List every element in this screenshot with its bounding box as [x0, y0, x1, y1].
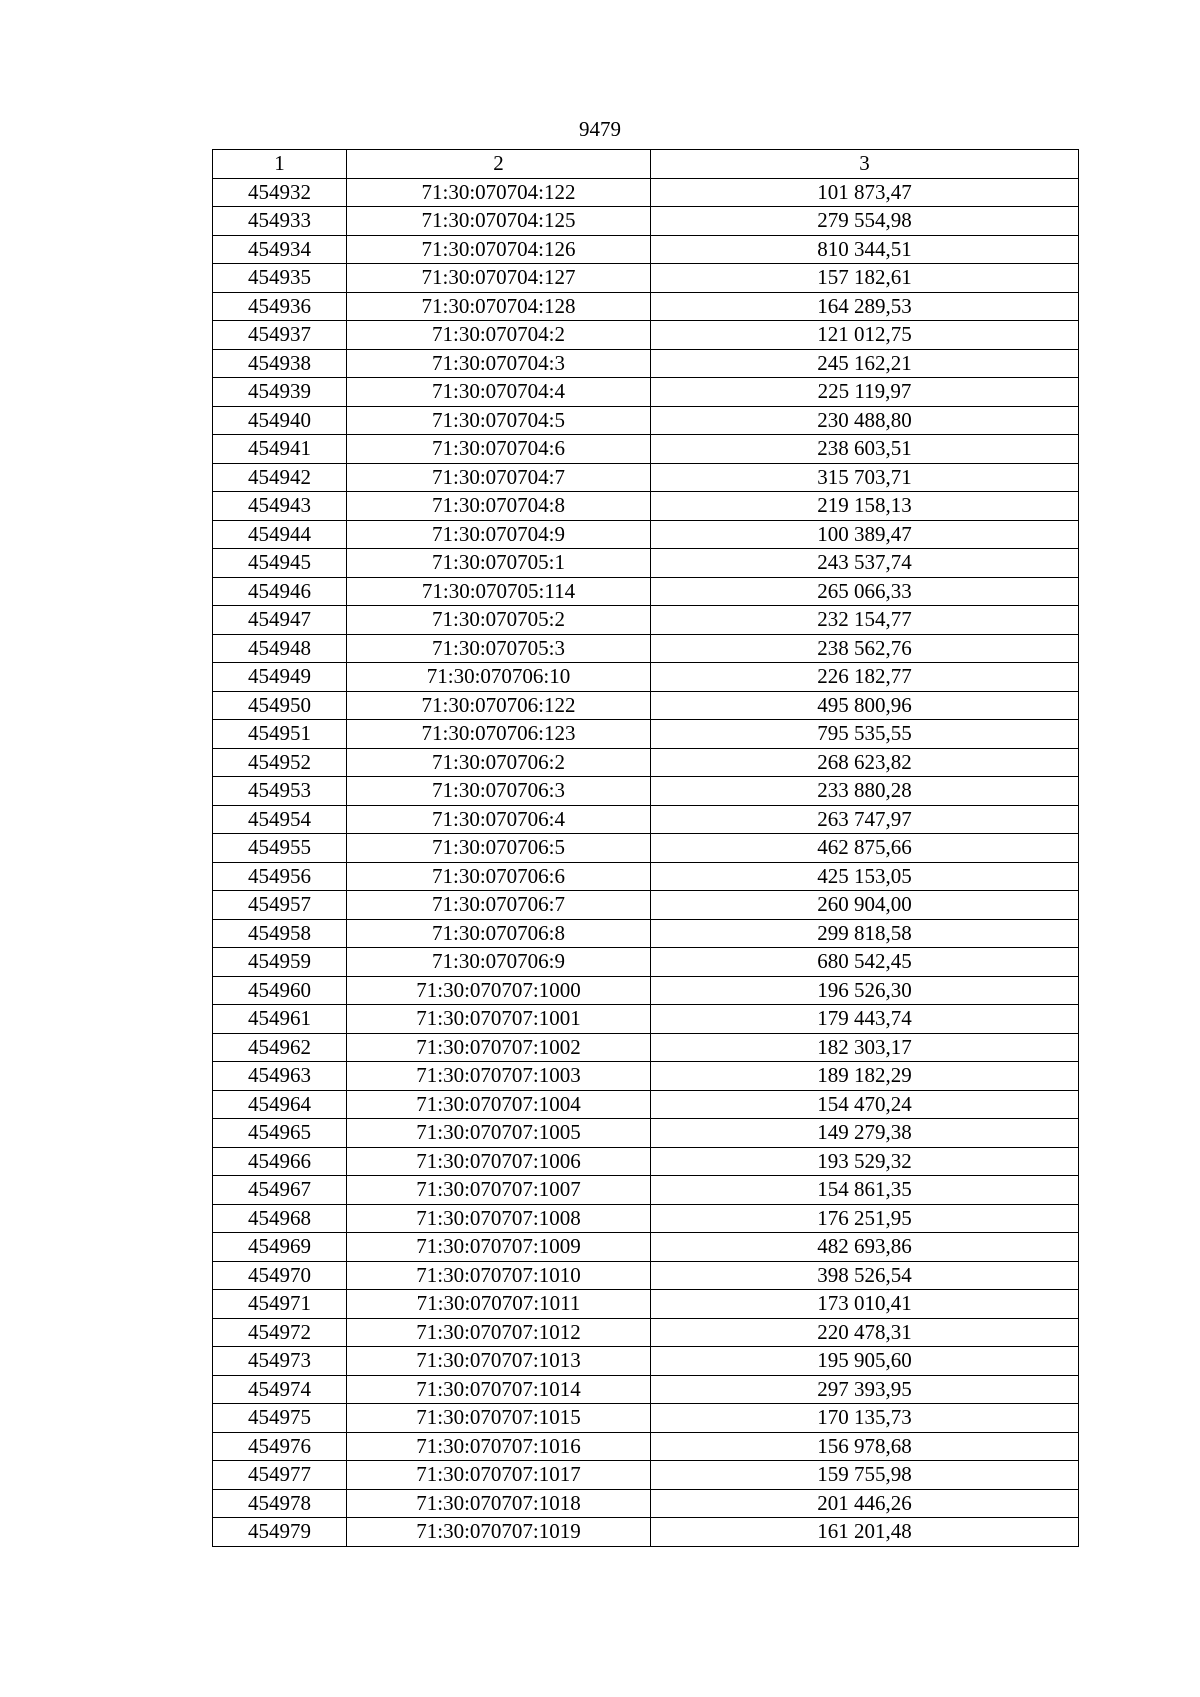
row-number-cell: 454936 — [213, 292, 347, 321]
cadastral-number-cell: 71:30:070707:1008 — [347, 1204, 651, 1233]
table-row — [213, 1090, 1079, 1119]
cadastral-number-cell: 71:30:070706:8 — [347, 919, 651, 948]
data-table — [212, 149, 1079, 1547]
table-row — [213, 1233, 1079, 1262]
value-cell: 462 875,66 — [651, 834, 1079, 863]
cadastral-number-cell: 71:30:070704:126 — [347, 235, 651, 264]
table-row — [213, 178, 1079, 207]
table-row — [213, 976, 1079, 1005]
value-cell: 810 344,51 — [651, 235, 1079, 264]
row-number-cell: 454950 — [213, 691, 347, 720]
row-number-cell: 454961 — [213, 1005, 347, 1034]
value-cell: 149 279,38 — [651, 1119, 1079, 1148]
row-number-cell: 454945 — [213, 549, 347, 578]
row-number-cell: 454933 — [213, 207, 347, 236]
column-header-2: 2 — [347, 150, 651, 179]
table-row — [213, 292, 1079, 321]
value-cell: 226 182,77 — [651, 663, 1079, 692]
table-row — [213, 492, 1079, 521]
cadastral-number-cell: 71:30:070706:2 — [347, 748, 651, 777]
table-row — [213, 520, 1079, 549]
cadastral-number-cell: 71:30:070704:125 — [347, 207, 651, 236]
value-cell: 225 119,97 — [651, 378, 1079, 407]
value-cell: 398 526,54 — [651, 1261, 1079, 1290]
table-row — [213, 1005, 1079, 1034]
value-cell: 680 542,45 — [651, 948, 1079, 977]
cadastral-number-cell: 71:30:070704:127 — [347, 264, 651, 293]
value-cell: 189 182,29 — [651, 1062, 1079, 1091]
value-cell: 297 393,95 — [651, 1375, 1079, 1404]
value-cell: 179 443,74 — [651, 1005, 1079, 1034]
table-row — [213, 406, 1079, 435]
table-row — [213, 834, 1079, 863]
value-cell: 232 154,77 — [651, 606, 1079, 635]
row-number-cell: 454974 — [213, 1375, 347, 1404]
cadastral-number-cell: 71:30:070707:1002 — [347, 1033, 651, 1062]
table-row — [213, 634, 1079, 663]
row-number-cell: 454971 — [213, 1290, 347, 1319]
cadastral-number-cell: 71:30:070707:1014 — [347, 1375, 651, 1404]
cadastral-number-cell: 71:30:070707:1010 — [347, 1261, 651, 1290]
row-number-cell: 454964 — [213, 1090, 347, 1119]
table-row — [213, 891, 1079, 920]
row-number-cell: 454954 — [213, 805, 347, 834]
cadastral-number-cell: 71:30:070706:122 — [347, 691, 651, 720]
cadastral-number-cell: 71:30:070707:1004 — [347, 1090, 651, 1119]
table-row — [213, 1119, 1079, 1148]
row-number-cell: 454956 — [213, 862, 347, 891]
column-header-1: 1 — [213, 150, 347, 179]
cadastral-number-cell: 71:30:070707:1011 — [347, 1290, 651, 1319]
row-number-cell: 454955 — [213, 834, 347, 863]
row-number-cell: 454960 — [213, 976, 347, 1005]
table-row — [213, 663, 1079, 692]
value-cell: 182 303,17 — [651, 1033, 1079, 1062]
value-cell: 176 251,95 — [651, 1204, 1079, 1233]
value-cell: 156 978,68 — [651, 1432, 1079, 1461]
cadastral-number-cell: 71:30:070705:1 — [347, 549, 651, 578]
cadastral-number-cell: 71:30:070706:123 — [347, 720, 651, 749]
value-cell: 230 488,80 — [651, 406, 1079, 435]
cadastral-number-cell: 71:30:070707:1006 — [347, 1147, 651, 1176]
table-row — [213, 1489, 1079, 1518]
page-number: 9479 — [579, 117, 621, 141]
cadastral-number-cell: 71:30:070704:4 — [347, 378, 651, 407]
table-row — [213, 1318, 1079, 1347]
table-row — [213, 577, 1079, 606]
cadastral-number-cell: 71:30:070706:7 — [347, 891, 651, 920]
row-number-cell: 454966 — [213, 1147, 347, 1176]
row-number-cell: 454972 — [213, 1318, 347, 1347]
cadastral-number-cell: 71:30:070706:5 — [347, 834, 651, 863]
cadastral-number-cell: 71:30:070706:9 — [347, 948, 651, 977]
row-number-cell: 454935 — [213, 264, 347, 293]
value-cell: 170 135,73 — [651, 1404, 1079, 1433]
row-number-cell: 454949 — [213, 663, 347, 692]
row-number-cell: 454970 — [213, 1261, 347, 1290]
header-row — [213, 150, 1079, 179]
value-cell: 159 755,98 — [651, 1461, 1079, 1490]
value-cell: 164 289,53 — [651, 292, 1079, 321]
table-row — [213, 1347, 1079, 1376]
table-row — [213, 378, 1079, 407]
value-cell: 201 446,26 — [651, 1489, 1079, 1518]
cadastral-number-cell: 71:30:070707:1001 — [347, 1005, 651, 1034]
cadastral-number-cell: 71:30:070706:4 — [347, 805, 651, 834]
row-number-cell: 454978 — [213, 1489, 347, 1518]
cadastral-number-cell: 71:30:070704:9 — [347, 520, 651, 549]
row-number-cell: 454942 — [213, 463, 347, 492]
row-number-cell: 454957 — [213, 891, 347, 920]
table-row — [213, 1062, 1079, 1091]
value-cell: 238 562,76 — [651, 634, 1079, 663]
table-row — [213, 948, 1079, 977]
value-cell: 161 201,48 — [651, 1518, 1079, 1547]
value-cell: 154 861,35 — [651, 1176, 1079, 1205]
cadastral-number-cell: 71:30:070707:1019 — [347, 1518, 651, 1547]
row-number-cell: 454953 — [213, 777, 347, 806]
column-header-3: 3 — [651, 150, 1079, 179]
row-number-cell: 454969 — [213, 1233, 347, 1262]
row-number-cell: 454973 — [213, 1347, 347, 1376]
row-number-cell: 454976 — [213, 1432, 347, 1461]
value-cell: 425 153,05 — [651, 862, 1079, 891]
cadastral-number-cell: 71:30:070706:3 — [347, 777, 651, 806]
row-number-cell: 454940 — [213, 406, 347, 435]
value-cell: 219 158,13 — [651, 492, 1079, 521]
value-cell: 193 529,32 — [651, 1147, 1079, 1176]
value-cell: 795 535,55 — [651, 720, 1079, 749]
value-cell: 220 478,31 — [651, 1318, 1079, 1347]
row-number-cell: 454979 — [213, 1518, 347, 1547]
value-cell: 260 904,00 — [651, 891, 1079, 920]
cadastral-number-cell: 71:30:070704:7 — [347, 463, 651, 492]
cadastral-number-cell: 71:30:070707:1005 — [347, 1119, 651, 1148]
cadastral-number-cell: 71:30:070707:1013 — [347, 1347, 651, 1376]
table-row — [213, 1461, 1079, 1490]
row-number-cell: 454965 — [213, 1119, 347, 1148]
row-number-cell: 454934 — [213, 235, 347, 264]
row-number-cell: 454959 — [213, 948, 347, 977]
table-row — [213, 1518, 1079, 1547]
row-number-cell: 454943 — [213, 492, 347, 521]
cadastral-number-cell: 71:30:070707:1003 — [347, 1062, 651, 1091]
value-cell: 482 693,86 — [651, 1233, 1079, 1262]
row-number-cell: 454977 — [213, 1461, 347, 1490]
value-cell: 315 703,71 — [651, 463, 1079, 492]
value-cell: 196 526,30 — [651, 976, 1079, 1005]
row-number-cell: 454938 — [213, 349, 347, 378]
row-number-cell: 454958 — [213, 919, 347, 948]
value-cell: 238 603,51 — [651, 435, 1079, 464]
row-number-cell: 454963 — [213, 1062, 347, 1091]
cadastral-number-cell: 71:30:070707:1007 — [347, 1176, 651, 1205]
value-cell: 101 873,47 — [651, 178, 1079, 207]
table-row — [213, 235, 1079, 264]
table-row — [213, 720, 1079, 749]
cadastral-number-cell: 71:30:070705:114 — [347, 577, 651, 606]
table-row — [213, 1432, 1079, 1461]
value-cell: 154 470,24 — [651, 1090, 1079, 1119]
cadastral-number-cell: 71:30:070704:6 — [347, 435, 651, 464]
value-cell: 233 880,28 — [651, 777, 1079, 806]
cadastral-number-cell: 71:30:070707:1015 — [347, 1404, 651, 1433]
row-number-cell: 454975 — [213, 1404, 347, 1433]
table-row — [213, 1176, 1079, 1205]
cadastral-number-cell: 71:30:070707:1018 — [347, 1489, 651, 1518]
row-number-cell: 454947 — [213, 606, 347, 635]
table-row — [213, 1404, 1079, 1433]
value-cell: 495 800,96 — [651, 691, 1079, 720]
cadastral-number-cell: 71:30:070704:3 — [347, 349, 651, 378]
table-row — [213, 777, 1079, 806]
table-row — [213, 1375, 1079, 1404]
table-row — [213, 1204, 1079, 1233]
cadastral-number-cell: 71:30:070704:128 — [347, 292, 651, 321]
row-number-cell: 454946 — [213, 577, 347, 606]
table-row — [213, 549, 1079, 578]
value-cell: 100 389,47 — [651, 520, 1079, 549]
value-cell: 245 162,21 — [651, 349, 1079, 378]
table-body — [213, 178, 1079, 1546]
value-cell: 265 066,33 — [651, 577, 1079, 606]
value-cell: 173 010,41 — [651, 1290, 1079, 1319]
row-number-cell: 454941 — [213, 435, 347, 464]
row-number-cell: 454948 — [213, 634, 347, 663]
cadastral-number-cell: 71:30:070704:5 — [347, 406, 651, 435]
value-cell: 121 012,75 — [651, 321, 1079, 350]
value-cell: 157 182,61 — [651, 264, 1079, 293]
table-row — [213, 1147, 1079, 1176]
row-number-cell: 454968 — [213, 1204, 347, 1233]
value-cell: 279 554,98 — [651, 207, 1079, 236]
cadastral-number-cell: 71:30:070707:1017 — [347, 1461, 651, 1490]
value-cell: 243 537,74 — [651, 549, 1079, 578]
table-row — [213, 606, 1079, 635]
row-number-cell: 454951 — [213, 720, 347, 749]
value-cell: 263 747,97 — [651, 805, 1079, 834]
table-row — [213, 919, 1079, 948]
cadastral-number-cell: 71:30:070707:1000 — [347, 976, 651, 1005]
table-row — [213, 748, 1079, 777]
cadastral-number-cell: 71:30:070707:1009 — [347, 1233, 651, 1262]
table-row — [213, 805, 1079, 834]
table-row — [213, 207, 1079, 236]
cadastral-number-cell: 71:30:070707:1016 — [347, 1432, 651, 1461]
row-number-cell: 454932 — [213, 178, 347, 207]
value-cell: 299 818,58 — [651, 919, 1079, 948]
cadastral-number-cell: 71:30:070704:122 — [347, 178, 651, 207]
table-row — [213, 862, 1079, 891]
table-row — [213, 435, 1079, 464]
table-row — [213, 1033, 1079, 1062]
table-row — [213, 321, 1079, 350]
value-cell: 268 623,82 — [651, 748, 1079, 777]
table-row — [213, 264, 1079, 293]
table-row — [213, 463, 1079, 492]
row-number-cell: 454962 — [213, 1033, 347, 1062]
cadastral-number-cell: 71:30:070705:3 — [347, 634, 651, 663]
cadastral-number-cell: 71:30:070704:8 — [347, 492, 651, 521]
cadastral-number-cell: 71:30:070706:10 — [347, 663, 651, 692]
cadastral-number-cell: 71:30:070707:1012 — [347, 1318, 651, 1347]
row-number-cell: 454944 — [213, 520, 347, 549]
table-row — [213, 349, 1079, 378]
table-row — [213, 1261, 1079, 1290]
row-number-cell: 454952 — [213, 748, 347, 777]
value-cell: 195 905,60 — [651, 1347, 1079, 1376]
table-row — [213, 691, 1079, 720]
cadastral-number-cell: 71:30:070706:6 — [347, 862, 651, 891]
cadastral-number-cell: 71:30:070704:2 — [347, 321, 651, 350]
table-row — [213, 1290, 1079, 1319]
row-number-cell: 454939 — [213, 378, 347, 407]
row-number-cell: 454937 — [213, 321, 347, 350]
cadastral-number-cell: 71:30:070705:2 — [347, 606, 651, 635]
row-number-cell: 454967 — [213, 1176, 347, 1205]
